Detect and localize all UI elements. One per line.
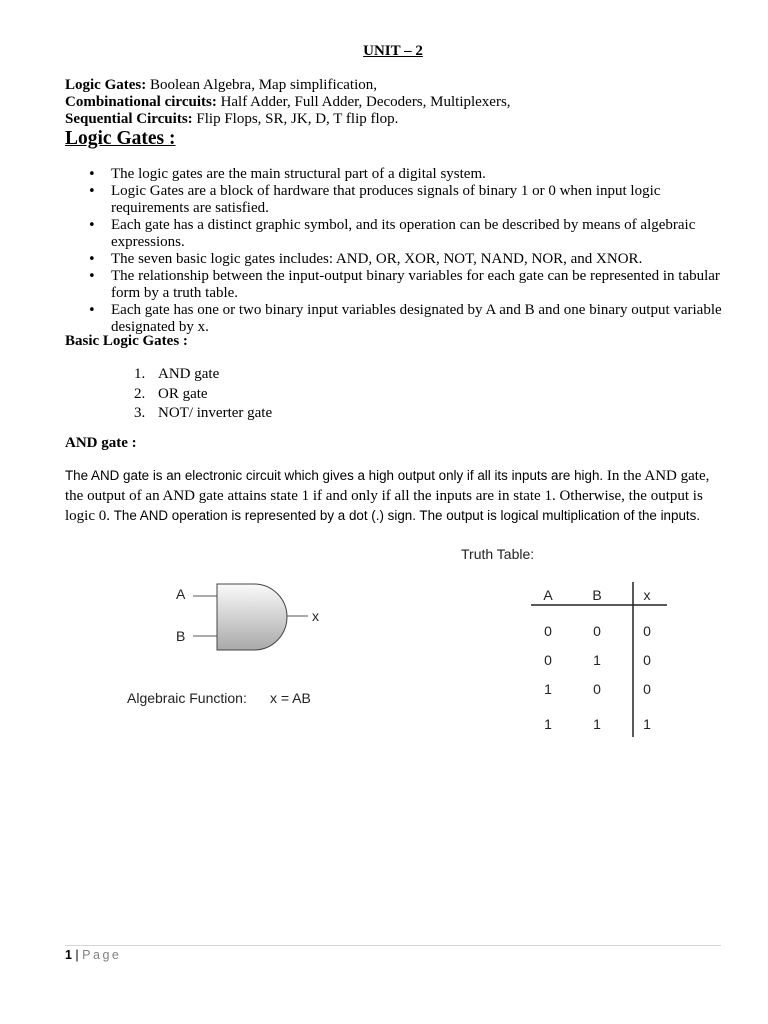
input-a-label: A	[176, 586, 186, 602]
truth-table-title: Truth Table:	[461, 546, 535, 562]
bullet-item: • Each gate has a distinct graphic symbol, and its operation can be described by means of algebraic expressions.	[88, 217, 728, 251]
footer-separator: |	[71, 948, 83, 962]
unit-title: UNIT – 2	[363, 43, 423, 59]
topic-text: Flip Flops, SR, JK, D, T flip flop.	[192, 111, 399, 127]
truth-table-cell: 0	[544, 652, 552, 668]
logic-gates-heading: Logic Gates :	[65, 128, 176, 149]
truth-table-cell: 0	[643, 681, 651, 697]
topic-label: Sequential Circuits:	[65, 111, 193, 127]
paragraph-part: The AND operation is represented by a dot (.) sign. The output is logical multiplication of the inputs.	[113, 508, 701, 523]
paragraph-part: In the AND gate, the output of an AND gate attains state 1 if and only if all the inputs are in state 1. Otherwise, the output is logic 0.	[65, 468, 710, 524]
bullet-item: • Logic Gates are a block of hardware that produces signals of binary 1 or 0 when input logic requirements are satisfied.	[88, 183, 728, 217]
footer-divider	[65, 945, 721, 946]
topic-label: Logic Gates:	[65, 77, 147, 93]
truth-table-cell: 0	[593, 681, 601, 697]
topic-text: Half Adder, Full Adder, Decoders, Multiplexers,	[216, 94, 511, 110]
algebraic-expression: x = AB	[270, 690, 311, 706]
list-number: 3.	[134, 405, 146, 421]
bullet-item: • The seven basic logic gates includes: AND, OR, XOR, NOT, NAND, NOR, and XNOR.	[88, 251, 728, 268]
list-number: 2.	[134, 385, 146, 402]
truth-table-cell: 0	[593, 623, 601, 639]
list-label: NOT/ inverter gate	[158, 405, 273, 421]
truth-table-cell: 1	[593, 652, 601, 668]
paragraph-part: The AND gate is an electronic circuit which gives a high output only if all its inputs are high.	[65, 468, 604, 483]
basic-logic-gates-heading: Basic Logic Gates :	[65, 333, 188, 349]
page-word: Page	[82, 948, 122, 962]
bullet-item: • Each gate has one or two binary input variables designated by A and B and one binary output variable designated by x.	[88, 302, 728, 336]
truth-table-header-cell: A	[543, 587, 553, 603]
and-gate-symbol-icon	[217, 584, 287, 650]
truth-table-cell: 1	[643, 716, 651, 732]
truth-table-header-cell: B	[592, 587, 602, 603]
truth-table-cell: 0	[643, 652, 651, 668]
truth-table-cell: 1	[544, 716, 552, 732]
truth-table-cell: 1	[593, 716, 601, 732]
output-label: x	[312, 608, 319, 624]
bullet-item: • The relationship between the input-output binary variables for each gate can be represented in tabular form by a truth table.	[88, 268, 728, 302]
topic-text: Boolean Algebra, Map simplification,	[146, 77, 378, 93]
list-number: 1.	[134, 366, 146, 382]
page-number: 1	[65, 948, 72, 962]
input-b-label: B	[176, 628, 186, 644]
truth-table-cell: 1	[544, 681, 552, 697]
truth-table-cells	[543, 587, 651, 732]
truth-table-cell: 0	[643, 623, 651, 639]
topic-label: Combinational circuits:	[65, 94, 217, 110]
list-label: AND gate	[158, 366, 220, 382]
bullet-item: • The logic gates are the main structural part of a digital system.	[88, 166, 728, 183]
truth-table-header-cell: x	[643, 587, 651, 603]
algebraic-function-label: Algebraic Function:	[127, 690, 247, 706]
and-gate-heading: AND gate :	[65, 435, 137, 451]
list-label: OR gate	[158, 385, 208, 402]
page-footer	[65, 948, 121, 962]
truth-table-cell: 0	[544, 623, 552, 639]
